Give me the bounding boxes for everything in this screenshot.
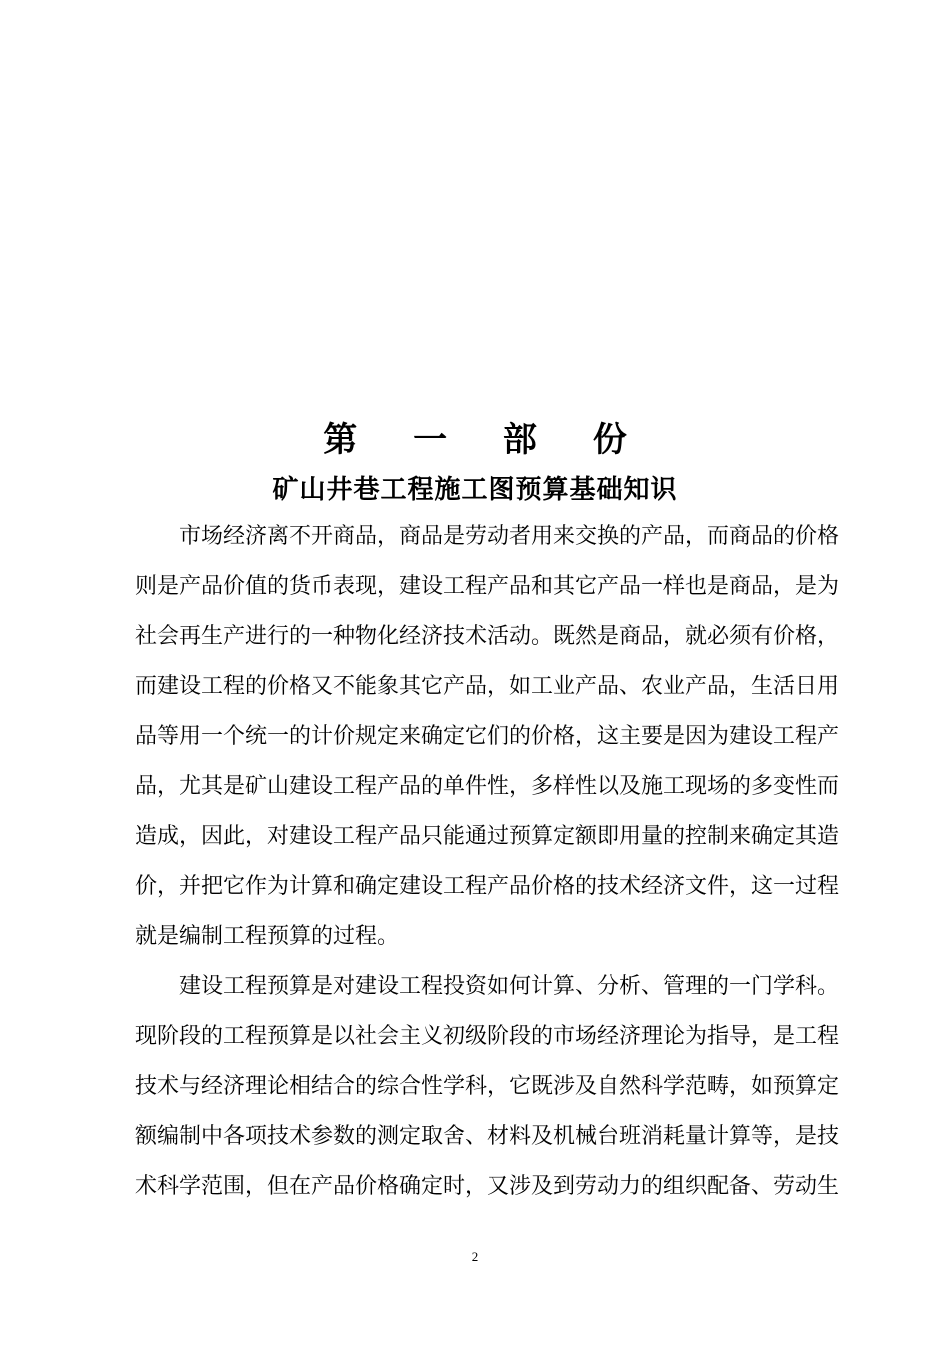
chapter-title: 矿山井巷工程施工图预算基础知识 — [272, 475, 678, 505]
paragraph-line: 技术与经济理论相结合的综合性学科，它既涉及自然科学范畴，如预算定 — [135, 1074, 840, 1099]
paragraph-line: 现阶段的工程预算是以社会主义初级阶段的市场经济理论为指导，是工程 — [135, 1024, 840, 1049]
part-title: 第 一 部 份 — [323, 420, 649, 460]
paragraph-line: 就是编制工程预算的过程。 — [135, 924, 400, 949]
paragraph-line: 社会再生产进行的一种物化经济技术活动。既然是商品，就必须有价格， — [135, 624, 840, 649]
page-number: 2 — [471, 1249, 479, 1264]
paragraph-line: 造成，因此，对建设工程产品只能通过预算定额即用量的控制来确定其造 — [135, 824, 840, 849]
paragraph-line: 品，尤其是矿山建设工程产品的单件性，多样性以及施工现场的多变性而 — [135, 774, 840, 799]
paragraph-line: 市场经济离不开商品，商品是劳动者用来交换的产品，而商品的价格 — [179, 524, 840, 549]
paragraph-line: 品等用一个统一的计价规定来确定它们的价格，这主要是因为建设工程产 — [135, 724, 840, 749]
paragraph-1 — [135, 512, 840, 962]
paragraph-line: 价，并把它作为计算和确定建设工程产品价格的技术经济文件，这一过程 — [135, 874, 840, 899]
paragraph-line: 建设工程预算是对建设工程投资如何计算、分析、管理的一门学科。 — [179, 974, 840, 999]
paragraph-2 — [135, 962, 840, 1212]
paragraph-line: 额编制中各项技术参数的测定取舍、材料及机械台班消耗量计算等，是技 — [135, 1124, 840, 1149]
paragraph-line: 术科学范围，但在产品价格确定时，又涉及到劳动力的组织配备、劳动生 — [135, 1174, 840, 1199]
paragraph-line: 则是产品价值的货币表现，建设工程产品和其它产品一样也是商品，是为 — [135, 574, 840, 599]
paragraph-line: 而建设工程的价格又不能象其它产品，如工业产品、农业产品，生活日用 — [135, 674, 840, 699]
